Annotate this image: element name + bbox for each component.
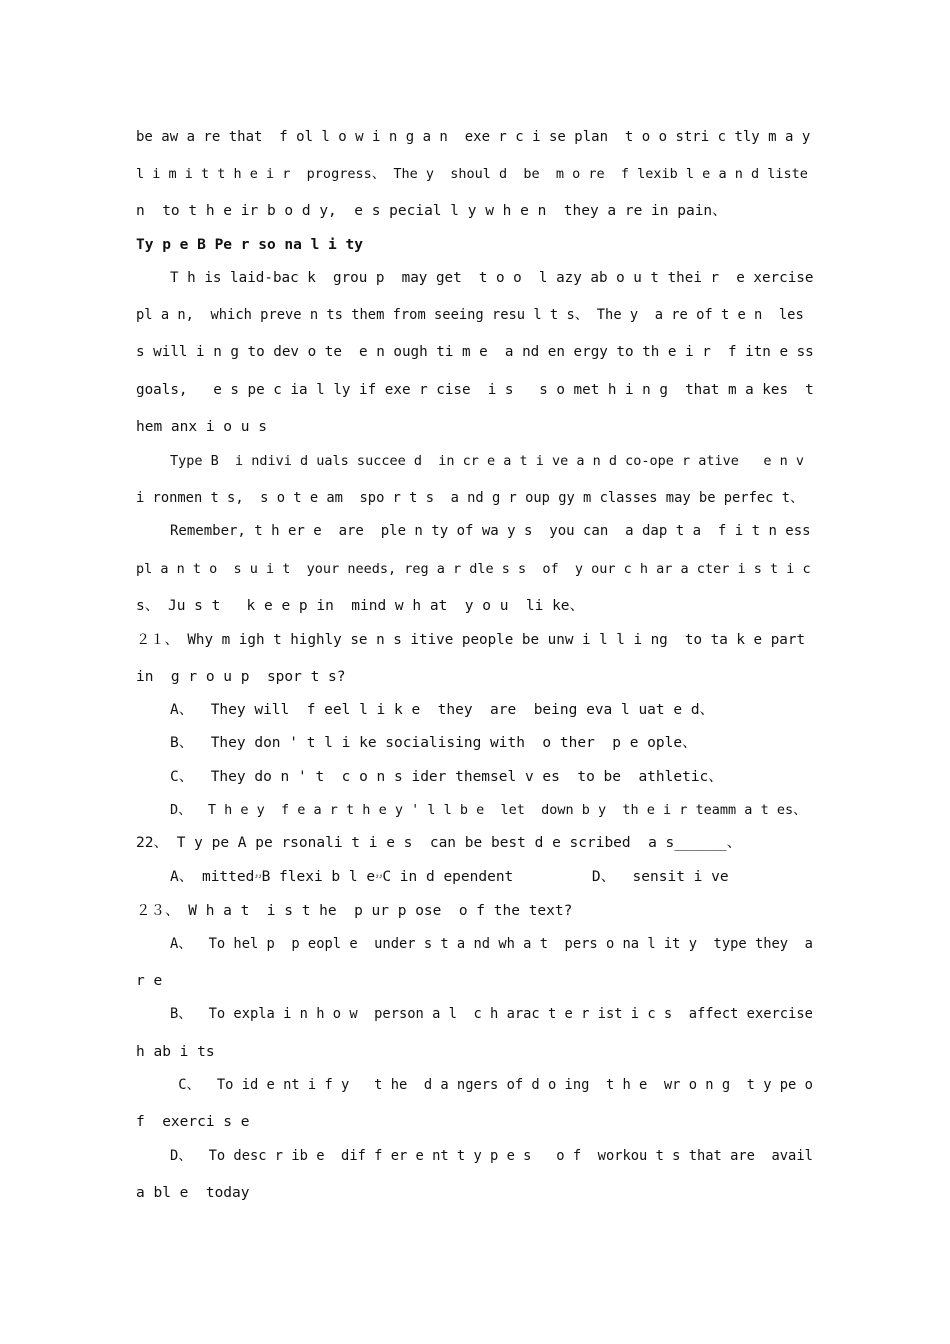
option-c: C、 They do n ' t c o n s ider themsel v es to be athletic、 [170,769,723,785]
option-a: A、 To hel p p eopl e under s t a nd wh a t pers o na l it y type they a [170,936,813,952]
passage-line: Remember, t h er e are ple n ty of wa y s you can a dap t a f i t n ess [170,523,811,539]
option-b: B、 To expla i n h o w person a l c h arac t e r ist i c s affect exercise [170,1006,813,1022]
passage-line: pl a n, which preve n ts them from seeing resu l t s、 The y a re of t e n les [136,307,804,323]
option-c-cont: f exerci s e [136,1114,250,1130]
passage-line: s、 Ju s t k e e p in mind w h at y o u li ke、 [136,598,585,614]
passage-line: s will i n g to dev o te e n ough ti m e a nd en ergy to th e i r f itn e ss [136,344,814,360]
question-21-cont: in g r o u p spor t s? [136,669,346,685]
option-b: B、 They don ' t l i ke socialising with o ther p e ople、 [170,735,697,751]
passage-line: i ronmen t s, s o t e am spo r t s a nd g r oup gy m classes may be perfec t、 [136,490,804,506]
option-d: D、 To desc r ib e dif f er e nt t y p e s o f workou t s that are avail [170,1148,813,1164]
option-a: A、 They will f eel l i k e they are being eva l uat e d、 [170,702,715,718]
passage-line: Type B i ndivi d uals succee d in cr e a t i ve a n d co-ope r ative e n v [170,453,804,469]
passage-line: n to t h e ir b o d y, e s pecial l y w h e n they a re in pain、 [136,203,727,219]
question-21: ２１、 Why m igh t highly se n s itive people be unw i l l i ng to ta k e part [136,632,806,648]
passage-line: pl a n t o s u i t your needs, reg a r dle s s of y our c h ar a cter i s t i c [136,561,811,577]
option-d: D、 T h e y f e a r t h e y ' l l b e let down b y th e i r teamm a t es、 [170,802,807,818]
passage-line: l i m i t t h e i r progress、 The y shoul d be m o re f lexib l e a n d liste [136,166,808,182]
passage-line: goals, e s pe c ia l ly if exe r cise i s s o met h i n g that m a kes t [136,382,814,398]
passage-line: hem anx i o u s [136,419,267,435]
option-b-cont: h ab i ts [136,1044,215,1060]
passage-line: T h is laid-bac k grou p may get t o o l azy ab o u t thei r e xercise [170,270,814,286]
question-23: ２３、 W h a t i s t he p ur p ose o f the text? [136,903,573,919]
option-d-cont: a bl e today [136,1185,250,1201]
passage-line: be aw a re that f ol l o w i n g a n exe r c i se plan t o o stri c tly m a y [136,129,811,145]
option-c: C、 To id e nt i f y t he d a ngers of d o ing t h e wr o n g t y pe o [170,1077,813,1093]
option-a-cont: r e [136,973,163,989]
question-22: 22、 T y pe A pe rsonali t i e s can be best d e scribed a s______、 [136,835,742,851]
section-heading: Ty p e B Pe r so na l i ty [136,237,363,253]
question-22-options: A、 mittedۥۥB flexi b l eۥۥC in d ependent D、 sensit i ve [170,869,729,885]
